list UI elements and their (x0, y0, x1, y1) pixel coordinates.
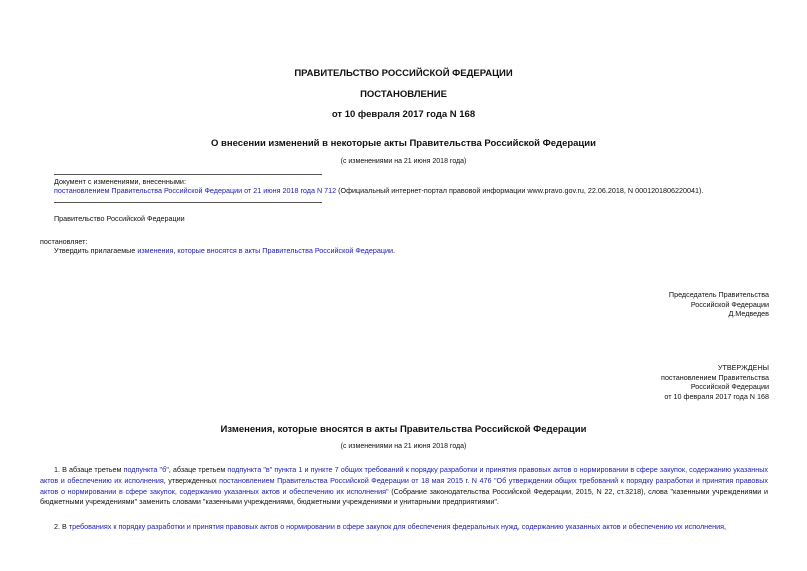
p1-link-1[interactable]: подпункта "б" (123, 465, 169, 474)
changes-amendment-note: (с изменениями на 21 июня 2018 года) (340, 443, 467, 450)
p1-link-2[interactable]: подпункта "в" пункта 1 и пункте 7 общих требований к порядку разработки и принятия правовых актов о нормировании в сфере закупок, содержанию указанных актов и обеспечению их исполнения (40, 465, 768, 485)
approved-by: постановлением Правительства (661, 372, 769, 382)
signature-position: Председатель Правительства (668, 290, 769, 299)
p2-text-1: 2. В (54, 522, 69, 531)
approve-end: . (392, 246, 395, 255)
approve-text: Утвердить прилагаемые (54, 246, 138, 255)
government-heading: ПРАВИТЕЛЬСТВО РОССИЙСКОЙ ФЕДЕРАЦИИ (294, 68, 513, 79)
amendment-source: (Официальный интернет-портал правовой информации www.pravo.gov.ru, 22.06.2018, N 0001201806220041). (336, 186, 704, 195)
approve-link[interactable]: изменения, которые вносятся в акты Правительства Российской Федерации (137, 246, 393, 255)
divider-bottom (54, 202, 322, 203)
approve-line (54, 246, 395, 256)
signature-block (669, 290, 769, 319)
p1-text-3: , утвержденных (163, 475, 220, 485)
amendments-line (54, 186, 794, 196)
decides-label: постановляет: (40, 237, 88, 246)
p1-link-3[interactable]: постановлением Правительства Российской Федерации от 18 мая 2015 г. N 476 "Об утверждении общих требований к порядку разработки и принятия правовых актов о нормировании в сфере закупок, содержанию указанных актов и обеспечению их исполнения" (40, 475, 769, 496)
p1-text-1: 1. В абзаце третьем (54, 465, 124, 474)
document-title: О внесении изменений в некоторые акты Правительства Российской Федерации (211, 138, 596, 149)
approved-block (661, 363, 769, 401)
approved-label: УТВЕРЖДЕНЫ (717, 363, 769, 372)
amendment-link[interactable]: постановлением Правительства Российской Федерации от 21 июня 2018 года N 712 (54, 186, 337, 195)
p2-text-2: , (724, 522, 727, 531)
divider-top (54, 174, 322, 175)
p1-text-2: , абзаце третьем (168, 465, 228, 474)
document-date-number: от 10 февраля 2017 года N 168 (331, 109, 476, 120)
signature-country: Российской Федерации (690, 299, 769, 309)
signature-name: Д.Медведев (728, 309, 769, 318)
amendments-label: Документ с изменениями, внесенными: (54, 177, 186, 186)
government-rf: Правительство Российской Федерации (54, 214, 185, 223)
document-type: ПОСТАНОВЛЕНИЕ (360, 89, 447, 100)
changes-title: Изменения, которые вносятся в акты Правительства Российской Федерации (220, 424, 587, 435)
approved-country: Российской Федерации (690, 382, 769, 391)
paragraph-2 (40, 522, 768, 533)
paragraph-1 (40, 465, 768, 508)
approved-date: от 10 февраля 2017 года N 168 (664, 391, 769, 401)
p2-link-1[interactable]: требованиях к порядку разработки и принятия правовых актов о нормировании в сфере закупок для обеспечения федеральных нужд, содержанию указанных актов и обеспечению их исполнения (68, 522, 725, 531)
amendment-note: (с изменениями на 21 июня 2018 года) (340, 158, 467, 165)
p1-text-4: (Собрание законодательства Российской Федерации, 2015, N 22, ст.3218), слова "казенными учреждениями и бюджетными учреждениями" заменить словами "казенными учреждениями, бюджетными учреждениями и унитарными предприятиями". (40, 486, 769, 507)
